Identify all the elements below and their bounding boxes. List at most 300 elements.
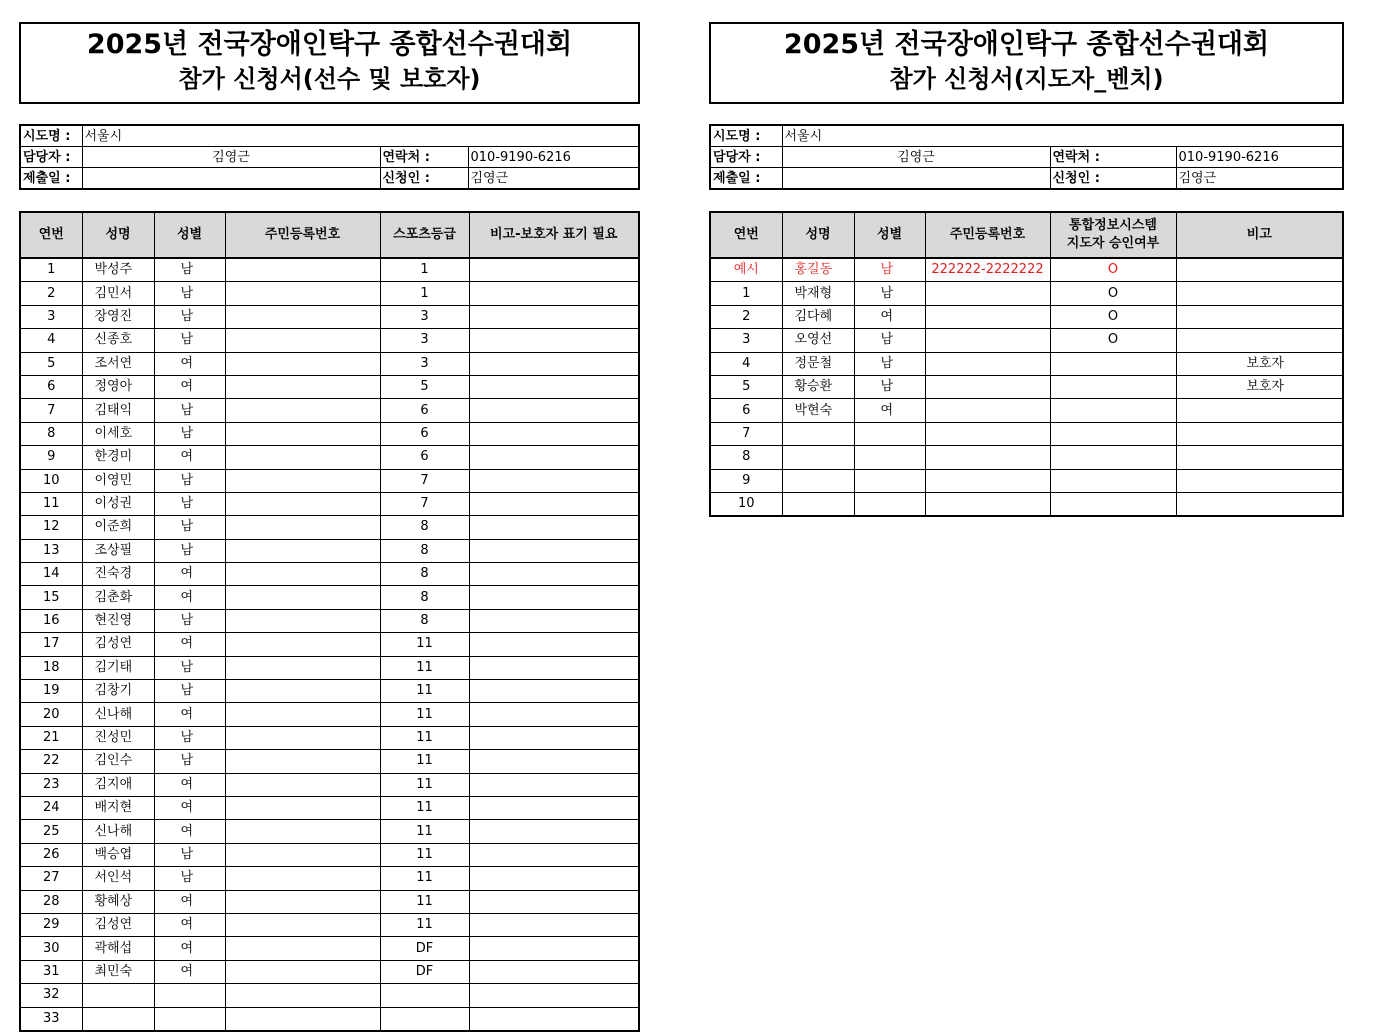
player-id-number[interactable]: [225, 469, 380, 492]
submit-date-value[interactable]: [82, 168, 380, 190]
city-value[interactable]: 서울시: [782, 125, 1343, 147]
player-note[interactable]: [469, 352, 639, 375]
coach-gender[interactable]: [854, 422, 925, 445]
player-name[interactable]: 황혜상: [82, 890, 154, 913]
player-gender[interactable]: 여: [154, 960, 225, 983]
coach-gender[interactable]: [854, 492, 925, 516]
table-row: [20, 563, 639, 586]
player-id-number[interactable]: [225, 820, 380, 843]
table-row: [710, 399, 1343, 422]
coach-id-number[interactable]: [925, 492, 1050, 516]
player-note[interactable]: [469, 796, 639, 819]
player-name[interactable]: 박성주: [82, 258, 154, 282]
player-sport-grade[interactable]: 8: [380, 563, 469, 586]
player-note[interactable]: [469, 469, 639, 492]
coach-approval[interactable]: [1050, 399, 1176, 422]
contact-label: 연락처 :: [380, 147, 468, 168]
player-sport-grade[interactable]: 1: [380, 282, 469, 305]
player-gender[interactable]: 남: [154, 750, 225, 773]
player-note[interactable]: [469, 750, 639, 773]
player-gender[interactable]: 여: [154, 913, 225, 936]
player-sport-grade[interactable]: 6: [380, 422, 469, 445]
player-note[interactable]: [469, 843, 639, 866]
player-note[interactable]: [469, 937, 639, 960]
table-row: [20, 375, 639, 398]
player-note[interactable]: [469, 1007, 639, 1031]
coach-approval[interactable]: [1050, 469, 1176, 492]
player-name[interactable]: 진숙경: [82, 563, 154, 586]
player-id-number[interactable]: [225, 516, 380, 539]
player-id-number[interactable]: [225, 750, 380, 773]
table-row: [710, 422, 1343, 445]
player-note[interactable]: [469, 516, 639, 539]
player-sport-grade[interactable]: 11: [380, 796, 469, 819]
player-gender[interactable]: 남: [154, 329, 225, 352]
coach-name[interactable]: 박재형: [782, 282, 854, 305]
table-row: [20, 586, 639, 609]
applicant-value[interactable]: 김영근: [468, 168, 639, 190]
coach-name[interactable]: [782, 446, 854, 469]
col-header-id-number: 주민등록번호: [225, 212, 380, 258]
player-note[interactable]: [469, 492, 639, 515]
player-sport-grade[interactable]: DF: [380, 960, 469, 983]
table-row: [20, 820, 639, 843]
row-number: 1: [20, 258, 82, 282]
player-note[interactable]: [469, 984, 639, 1007]
coach-name[interactable]: 김다혜: [782, 305, 854, 328]
player-name[interactable]: 김인수: [82, 750, 154, 773]
player-sport-grade[interactable]: 6: [380, 399, 469, 422]
player-name[interactable]: 백승엽: [82, 843, 154, 866]
player-gender[interactable]: 여: [154, 633, 225, 656]
row-number: 19: [20, 680, 82, 703]
player-gender[interactable]: 여: [154, 890, 225, 913]
coach-gender[interactable]: 여: [854, 399, 925, 422]
player-note[interactable]: [469, 586, 639, 609]
player-form-title-box: [19, 22, 640, 104]
player-gender[interactable]: 남: [154, 539, 225, 562]
coach-note[interactable]: [1176, 305, 1343, 328]
player-note[interactable]: [469, 282, 639, 305]
coach-approval[interactable]: O: [1050, 282, 1176, 305]
player-id-number[interactable]: [225, 773, 380, 796]
player-note[interactable]: [469, 563, 639, 586]
city-value[interactable]: 서울시: [82, 125, 639, 147]
player-note[interactable]: [469, 867, 639, 890]
row-number: 15: [20, 586, 82, 609]
coach-note[interactable]: [1176, 469, 1343, 492]
col-header-sport-grade: 스포츠등급: [380, 212, 469, 258]
player-id-number[interactable]: [225, 609, 380, 632]
player-id-number[interactable]: [225, 937, 380, 960]
coach-id-number[interactable]: [925, 282, 1050, 305]
player-gender[interactable]: [154, 1007, 225, 1031]
player-note[interactable]: [469, 258, 639, 282]
player-sport-grade[interactable]: 11: [380, 843, 469, 866]
row-number: 8: [20, 422, 82, 445]
row-number: 7: [710, 422, 782, 445]
coach-note[interactable]: [1176, 492, 1343, 516]
row-number: 2: [20, 282, 82, 305]
player-id-number[interactable]: [225, 258, 380, 282]
player-note[interactable]: [469, 399, 639, 422]
player-name[interactable]: 이준희: [82, 516, 154, 539]
player-name[interactable]: 배지현: [82, 796, 154, 819]
table-row: [20, 960, 639, 983]
coach-id-number[interactable]: [925, 399, 1050, 422]
table-row: [20, 609, 639, 632]
row-number: 21: [20, 726, 82, 749]
coach-id-number[interactable]: [925, 375, 1050, 398]
player-name[interactable]: 이세호: [82, 422, 154, 445]
player-id-number[interactable]: [225, 703, 380, 726]
coach-id-number[interactable]: 222222-2222222: [925, 258, 1050, 282]
player-id-number[interactable]: [225, 656, 380, 679]
row-number: 16: [20, 609, 82, 632]
player-gender[interactable]: 남: [154, 726, 225, 749]
coach-id-number[interactable]: [925, 422, 1050, 445]
player-sport-grade[interactable]: 8: [380, 539, 469, 562]
player-gender[interactable]: 남: [154, 516, 225, 539]
player-gender[interactable]: 남: [154, 867, 225, 890]
player-name[interactable]: 김민서: [82, 282, 154, 305]
table-row: [710, 282, 1343, 305]
coach-name[interactable]: [782, 422, 854, 445]
player-note[interactable]: [469, 820, 639, 843]
coach-name[interactable]: [782, 469, 854, 492]
player-id-number[interactable]: [225, 984, 380, 1007]
coach-approval[interactable]: O: [1050, 305, 1176, 328]
player-name[interactable]: 장영진: [82, 305, 154, 328]
player-sport-grade[interactable]: 6: [380, 446, 469, 469]
player-name[interactable]: 조서연: [82, 352, 154, 375]
player-note[interactable]: [469, 960, 639, 983]
player-gender[interactable]: 여: [154, 375, 225, 398]
player-gender[interactable]: [154, 984, 225, 1007]
player-gender[interactable]: 여: [154, 446, 225, 469]
coach-name[interactable]: 홍길동: [782, 258, 854, 282]
row-number: 5: [20, 352, 82, 375]
table-row: [20, 656, 639, 679]
coach-approval[interactable]: [1050, 446, 1176, 469]
player-id-number[interactable]: [225, 399, 380, 422]
player-id-number[interactable]: [225, 633, 380, 656]
table-row: [20, 773, 639, 796]
player-id-number[interactable]: [225, 539, 380, 562]
col-header-no: 연번: [710, 212, 782, 258]
player-sport-grade[interactable]: 5: [380, 375, 469, 398]
table-row: [20, 937, 639, 960]
contact-value[interactable]: 010-9190-6216: [468, 147, 639, 168]
player-sport-grade[interactable]: 11: [380, 773, 469, 796]
table-row: [20, 890, 639, 913]
coach-gender[interactable]: 여: [854, 305, 925, 328]
player-sport-grade[interactable]: [380, 984, 469, 1007]
coach-id-number[interactable]: [925, 329, 1050, 352]
player-note[interactable]: [469, 656, 639, 679]
player-sport-grade[interactable]: 8: [380, 609, 469, 632]
applicant-value[interactable]: 김영근: [1176, 168, 1343, 190]
row-number: 14: [20, 563, 82, 586]
player-note[interactable]: [469, 726, 639, 749]
coach-form-subtitle: 참가 신청서(지도자_벤치): [889, 65, 1164, 93]
coach-id-number[interactable]: [925, 446, 1050, 469]
coach-gender[interactable]: [854, 446, 925, 469]
row-number: 2: [710, 305, 782, 328]
player-note[interactable]: [469, 375, 639, 398]
submit-date-value[interactable]: [782, 168, 1050, 190]
player-sport-grade[interactable]: 11: [380, 680, 469, 703]
row-number: 8: [710, 446, 782, 469]
table-row: [20, 446, 639, 469]
player-name[interactable]: 신나해: [82, 703, 154, 726]
player-gender[interactable]: 여: [154, 796, 225, 819]
player-name[interactable]: [82, 1007, 154, 1031]
table-row: [20, 399, 639, 422]
player-note[interactable]: [469, 680, 639, 703]
coach-name[interactable]: 황승환: [782, 375, 854, 398]
player-name[interactable]: 서인석: [82, 867, 154, 890]
player-id-number[interactable]: [225, 446, 380, 469]
player-note[interactable]: [469, 913, 639, 936]
player-name[interactable]: 한경미: [82, 446, 154, 469]
coach-approval[interactable]: [1050, 422, 1176, 445]
player-note[interactable]: [469, 890, 639, 913]
player-id-number[interactable]: [225, 867, 380, 890]
col-header-note: 비고-보호자 표기 필요: [469, 212, 639, 258]
coach-gender[interactable]: 남: [854, 258, 925, 282]
manager-label: 담당자 :: [710, 147, 782, 168]
player-note[interactable]: [469, 422, 639, 445]
player-gender[interactable]: 남: [154, 282, 225, 305]
coach-approval[interactable]: O: [1050, 329, 1176, 352]
table-row: [20, 282, 639, 305]
player-name[interactable]: 현진영: [82, 609, 154, 632]
player-sport-grade[interactable]: 8: [380, 586, 469, 609]
player-note[interactable]: [469, 539, 639, 562]
player-note[interactable]: [469, 609, 639, 632]
row-number: 20: [20, 703, 82, 726]
coach-name[interactable]: [782, 492, 854, 516]
player-id-number[interactable]: [225, 422, 380, 445]
player-name[interactable]: 김성연: [82, 913, 154, 936]
player-id-number[interactable]: [225, 680, 380, 703]
player-sport-grade[interactable]: 11: [380, 913, 469, 936]
player-name[interactable]: 김태익: [82, 399, 154, 422]
player-gender[interactable]: 여: [154, 586, 225, 609]
player-form-subtitle: 참가 신청서(선수 및 보호자): [178, 65, 481, 93]
example-row: [710, 258, 1343, 282]
coach-approval[interactable]: [1050, 352, 1176, 375]
row-number: 3: [710, 329, 782, 352]
player-name[interactable]: 김기태: [82, 656, 154, 679]
row-number: 13: [20, 539, 82, 562]
coach-approval[interactable]: [1050, 375, 1176, 398]
player-form-title: 2025년 전국장애인탁구 종합선수권대회: [86, 29, 573, 60]
coach-note[interactable]: [1176, 258, 1343, 282]
player-note[interactable]: [469, 773, 639, 796]
col-header-note: 비고: [1176, 212, 1343, 258]
player-gender[interactable]: 여: [154, 937, 225, 960]
player-name[interactable]: 김창기: [82, 680, 154, 703]
player-sport-grade[interactable]: 7: [380, 492, 469, 515]
player-gender[interactable]: 남: [154, 422, 225, 445]
player-name[interactable]: 신종호: [82, 329, 154, 352]
player-note[interactable]: [469, 305, 639, 328]
player-sport-grade[interactable]: 8: [380, 516, 469, 539]
player-sport-grade[interactable]: 11: [380, 726, 469, 749]
player-sport-grade[interactable]: 7: [380, 469, 469, 492]
player-id-number[interactable]: [225, 375, 380, 398]
player-gender[interactable]: 남: [154, 469, 225, 492]
player-gender[interactable]: 여: [154, 703, 225, 726]
player-gender[interactable]: 남: [154, 680, 225, 703]
player-id-number[interactable]: [225, 1007, 380, 1031]
row-number: 10: [20, 469, 82, 492]
city-label: 시도명 :: [710, 125, 782, 147]
coach-note[interactable]: [1176, 446, 1343, 469]
player-id-number[interactable]: [225, 329, 380, 352]
player-id-number[interactable]: [225, 563, 380, 586]
row-number: 1: [710, 282, 782, 305]
coach-gender[interactable]: [854, 469, 925, 492]
player-sport-grade[interactable]: [380, 1007, 469, 1031]
manager-value[interactable]: 김영근: [82, 147, 380, 168]
player-id-number[interactable]: [225, 586, 380, 609]
player-name[interactable]: 조상필: [82, 539, 154, 562]
player-sport-grade[interactable]: 11: [380, 820, 469, 843]
player-gender[interactable]: 남: [154, 609, 225, 632]
table-row: [20, 469, 639, 492]
coach-gender[interactable]: 남: [854, 329, 925, 352]
player-note[interactable]: [469, 633, 639, 656]
coach-note[interactable]: [1176, 329, 1343, 352]
player-sport-grade[interactable]: 11: [380, 633, 469, 656]
player-sport-grade[interactable]: 1: [380, 258, 469, 282]
player-info-table: [19, 124, 640, 190]
coach-id-number[interactable]: [925, 305, 1050, 328]
player-name[interactable]: 이영민: [82, 469, 154, 492]
coach-note[interactable]: [1176, 422, 1343, 445]
coach-gender[interactable]: 남: [854, 282, 925, 305]
player-gender[interactable]: 남: [154, 305, 225, 328]
col-header-name: 성명: [782, 212, 854, 258]
coach-note[interactable]: [1176, 282, 1343, 305]
city-label: 시도명 :: [20, 125, 82, 147]
applicant-label: 신청인 :: [380, 168, 468, 190]
player-id-number[interactable]: [225, 796, 380, 819]
coach-approval[interactable]: [1050, 492, 1176, 516]
coach-gender[interactable]: 남: [854, 375, 925, 398]
player-name[interactable]: 김춘화: [82, 586, 154, 609]
col-header-gender: 성별: [154, 212, 225, 258]
player-gender[interactable]: 남: [154, 399, 225, 422]
manager-label: 담당자 :: [20, 147, 82, 168]
player-sport-grade[interactable]: 3: [380, 352, 469, 375]
coach-note[interactable]: [1176, 399, 1343, 422]
applicant-label: 신청인 :: [1050, 168, 1176, 190]
player-gender[interactable]: 여: [154, 773, 225, 796]
player-id-number[interactable]: [225, 492, 380, 515]
player-name[interactable]: 곽해섭: [82, 937, 154, 960]
player-name[interactable]: 진성민: [82, 726, 154, 749]
player-sport-grade[interactable]: 11: [380, 890, 469, 913]
table-row: [710, 329, 1343, 352]
table-row: [20, 843, 639, 866]
player-name[interactable]: 김지애: [82, 773, 154, 796]
player-id-number[interactable]: [225, 890, 380, 913]
contact-label: 연락처 :: [1050, 147, 1176, 168]
table-row: [20, 633, 639, 656]
player-id-number[interactable]: [225, 843, 380, 866]
player-sport-grade[interactable]: DF: [380, 937, 469, 960]
player-gender[interactable]: 여: [154, 820, 225, 843]
coach-id-number[interactable]: [925, 469, 1050, 492]
player-sport-grade[interactable]: 11: [380, 867, 469, 890]
col-header-gender: 성별: [854, 212, 925, 258]
player-id-number[interactable]: [225, 913, 380, 936]
player-gender[interactable]: 여: [154, 352, 225, 375]
table-row: [710, 375, 1343, 398]
col-header-approval: [1050, 212, 1176, 258]
player-note[interactable]: [469, 703, 639, 726]
table-row: [20, 539, 639, 562]
player-note[interactable]: [469, 329, 639, 352]
player-sport-grade[interactable]: 11: [380, 703, 469, 726]
coach-gender[interactable]: 남: [854, 352, 925, 375]
player-id-number[interactable]: [225, 960, 380, 983]
row-number: 31: [20, 960, 82, 983]
coach-id-number[interactable]: [925, 352, 1050, 375]
player-id-number[interactable]: [225, 352, 380, 375]
player-gender[interactable]: 남: [154, 258, 225, 282]
player-gender[interactable]: 남: [154, 492, 225, 515]
coach-name[interactable]: 박현숙: [782, 399, 854, 422]
row-number: 23: [20, 773, 82, 796]
table-row: [20, 984, 639, 1007]
coach-note[interactable]: 보호자: [1176, 352, 1343, 375]
table-row: [20, 492, 639, 515]
coach-name[interactable]: 오영선: [782, 329, 854, 352]
contact-value[interactable]: 010-9190-6216: [1176, 147, 1343, 168]
player-sport-grade[interactable]: 3: [380, 305, 469, 328]
player-name[interactable]: 신나해: [82, 820, 154, 843]
player-name[interactable]: [82, 984, 154, 1007]
player-sport-grade[interactable]: 11: [380, 656, 469, 679]
player-id-number[interactable]: [225, 282, 380, 305]
player-gender[interactable]: 남: [154, 656, 225, 679]
player-id-number[interactable]: [225, 305, 380, 328]
player-sport-grade[interactable]: 11: [380, 750, 469, 773]
manager-value[interactable]: 김영근: [782, 147, 1050, 168]
coach-name[interactable]: 정문철: [782, 352, 854, 375]
player-note[interactable]: [469, 446, 639, 469]
coach-approval[interactable]: O: [1050, 258, 1176, 282]
player-name[interactable]: 최민숙: [82, 960, 154, 983]
player-name[interactable]: 김성연: [82, 633, 154, 656]
col-header-name: 성명: [82, 212, 154, 258]
player-name[interactable]: 정영아: [82, 375, 154, 398]
player-gender[interactable]: 여: [154, 563, 225, 586]
col-header-no: 연번: [20, 212, 82, 258]
player-id-number[interactable]: [225, 726, 380, 749]
coach-note[interactable]: 보호자: [1176, 375, 1343, 398]
player-gender[interactable]: 남: [154, 843, 225, 866]
player-name[interactable]: 이성권: [82, 492, 154, 515]
table-row: [20, 726, 639, 749]
player-sport-grade[interactable]: 3: [380, 329, 469, 352]
row-number: 10: [710, 492, 782, 516]
